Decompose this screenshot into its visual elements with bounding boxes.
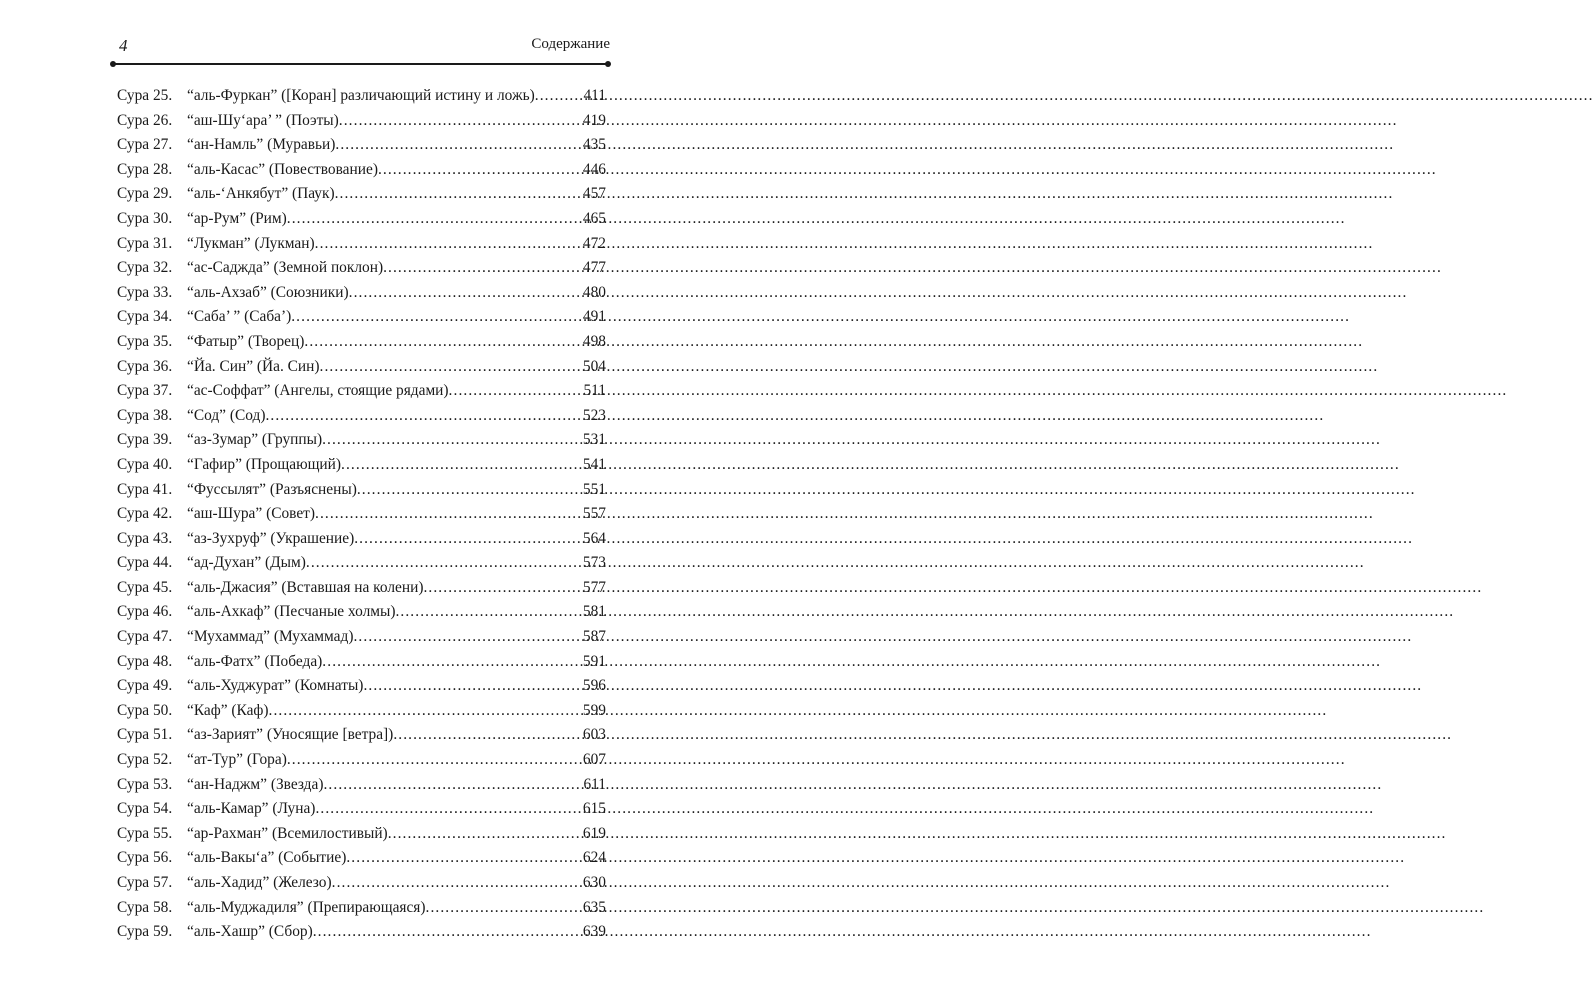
toc-page-number: 630: [582, 874, 606, 891]
toc-sura-number: Сура 45.: [117, 578, 173, 596]
toc-entry: [117, 849, 606, 874]
toc-dot-leader: [306, 554, 583, 572]
toc-page-number: 624: [582, 849, 606, 867]
toc-page-number: 587: [582, 628, 606, 646]
toc-sura-title: “аль-Муджадиля” (Препирающаяся): [187, 898, 426, 916]
toc-sura-title: “аль-Ахзаб” (Союзники): [187, 283, 349, 301]
toc-entry: [117, 653, 606, 678]
toc-sura-number: Сура 42.: [117, 505, 173, 523]
toc-sura-title: “ас-Соффат” (Ангелы, стоящие рядами): [187, 382, 449, 400]
toc-page-number: 419: [582, 111, 606, 129]
toc-page-number: 611: [583, 775, 606, 793]
toc-dot-leader: [426, 899, 583, 917]
toc-sura-title: “аль-Фуркан” ([Коран] различающий истину и ложь): [187, 87, 535, 104]
toc-entry: [117, 161, 606, 186]
toc-sura-number: Сура 56.: [117, 849, 173, 867]
toc-page-number: 457: [582, 185, 606, 203]
toc-sura-title: “аль-Хашр” (Сбор): [187, 923, 313, 941]
toc-page-number: 504: [582, 357, 606, 375]
toc-sura-number: Сура 33.: [117, 283, 173, 301]
toc-sura-title: “ар-Рахман” (Всемилостивый): [187, 824, 388, 842]
toc-sura-number: Сура 43.: [117, 529, 173, 547]
toc-sura-title: “Мухаммад” (Мухаммад): [187, 628, 354, 646]
toc-page-number: 564: [582, 529, 606, 547]
toc-sura-title: “аль-Вакы‘а” (Событие): [187, 849, 347, 867]
toc-entry: [117, 726, 606, 751]
toc-sura-number: Сура 49.: [117, 677, 173, 695]
toc-sura-title: “Фатыр” (Творец): [187, 332, 305, 350]
toc-sura-number: Сура 34.: [117, 308, 173, 326]
toc-entry: [117, 554, 606, 579]
toc-sura-title: “аз-Зарият” (Уносящие [ветра]): [187, 726, 394, 744]
toc-page-number: 619: [582, 824, 606, 842]
toc-page-number: 551: [582, 480, 606, 498]
toc-entry: [117, 456, 606, 481]
toc-sura-title: “ар-Рум” (Рим): [187, 209, 287, 227]
toc-sura-number: Сура 50.: [117, 701, 173, 719]
toc-dot-leader: [535, 87, 584, 105]
toc-dot-leader: [265, 407, 582, 425]
toc-entry: [117, 505, 606, 530]
toc-sura-title: “аль-Джасия” (Вставшая на колени): [187, 578, 424, 596]
toc-dot-leader: [269, 702, 583, 720]
toc-entry: [117, 87, 606, 112]
toc-dot-leader: [388, 825, 583, 843]
toc-entry: [117, 579, 606, 604]
toc-sura-title: “ан-Намль” (Муравьи): [187, 136, 336, 154]
toc-sura-number: Сура 47.: [117, 628, 173, 646]
toc-sura-number: Сура 25.: [117, 87, 173, 104]
toc-dot-leader: [363, 677, 582, 695]
toc-sura-number: Сура 54.: [117, 800, 173, 818]
toc-sura-number: Сура 46.: [117, 603, 173, 621]
toc-sura-title: “аль-Ахкаф” (Песчаные холмы): [187, 603, 396, 621]
toc-entry: [117, 358, 606, 383]
toc-entry: [117, 431, 606, 456]
toc-dot-leader: [320, 358, 583, 376]
toc-page-number: 603: [582, 726, 606, 744]
toc-sura-title: “аш-Шу‘ара’ ” (Поэты): [187, 111, 339, 129]
toc-entry: [117, 112, 606, 137]
toc-sura-title: “ас-Саджда” (Земной поклон): [187, 259, 384, 277]
toc-sura-title: “аль-Касас” (Повествование): [187, 160, 378, 178]
toc-sura-title: “Сод” (Сод): [187, 406, 266, 424]
toc-entry: [117, 136, 606, 161]
toc-sura-number: Сура 29.: [117, 185, 173, 203]
toc-sura-number: Сура 53.: [117, 775, 173, 793]
toc-sura-number: Сура 38.: [117, 406, 173, 424]
toc-page-number: 557: [582, 505, 606, 523]
toc-page-number: 596: [582, 677, 606, 695]
toc-sura-number: Сура 51.: [117, 726, 173, 744]
toc-dot-leader: [287, 210, 583, 228]
toc-page-number: 465: [582, 209, 606, 227]
toc-page-number: 607: [582, 751, 606, 769]
toc-dot-leader: [287, 751, 583, 769]
toc-sura-number: Сура 59.: [117, 923, 173, 941]
toc-dot-leader: [313, 923, 583, 941]
toc-entry: [117, 481, 606, 506]
toc-page-number: 615: [582, 800, 606, 818]
toc-sura-title: “аль-Камар” (Луна): [187, 800, 316, 818]
toc-page-number: 591: [582, 652, 606, 670]
toc-entry: [117, 530, 606, 555]
toc-sura-number: Сура 41.: [117, 480, 173, 498]
toc-entry: [117, 235, 606, 260]
toc-page-number: 411: [583, 87, 606, 104]
toc-entry: [117, 702, 606, 727]
toc-sura-number: Сура 52.: [117, 751, 173, 769]
toc-sura-title: “Саба’ ” (Саба’): [187, 308, 292, 326]
section-title: Содержание: [531, 36, 610, 52]
toc-entry: [117, 800, 606, 825]
toc-sura-number: Сура 44.: [117, 554, 173, 572]
toc-entry: [117, 382, 606, 407]
toc-page-number: 511: [583, 382, 606, 400]
toc-dot-leader: [383, 259, 583, 277]
toc-dot-leader: [335, 185, 583, 203]
toc-dot-leader: [423, 579, 582, 597]
toc-dot-leader: [322, 431, 583, 449]
toc-page-number: 573: [582, 554, 606, 572]
toc-sura-title: “Фуссылят” (Разъяснены): [187, 480, 357, 498]
toc-page-number: 531: [582, 431, 606, 449]
toc-dot-leader: [323, 776, 583, 794]
toc-sura-title: “Каф” (Каф): [187, 701, 269, 719]
toc-sura-number: Сура 30.: [117, 209, 173, 227]
toc-sura-number: Сура 55.: [117, 824, 173, 842]
toc-sura-number: Сура 26.: [117, 111, 173, 129]
toc-page-number: 435: [582, 136, 606, 154]
toc-page-number: 480: [582, 283, 606, 301]
toc-entry: [117, 923, 606, 948]
toc-entry: [117, 333, 606, 358]
toc-sura-number: Сура 31.: [117, 234, 173, 252]
toc-dot-leader: [349, 284, 583, 302]
toc-page-number: 599: [582, 701, 606, 719]
toc-dot-leader: [315, 800, 582, 818]
table-of-contents: [117, 87, 606, 948]
toc-sura-number: Сура 35.: [117, 332, 173, 350]
toc-entry: [117, 284, 606, 309]
toc-dot-leader: [346, 849, 583, 867]
toc-page-number: 635: [582, 898, 606, 916]
toc-sura-title: “ан-Наджм” (Звезда): [187, 775, 324, 793]
toc-dot-leader: [335, 136, 583, 154]
toc-entry: [117, 751, 606, 776]
toc-dot-leader: [322, 653, 583, 671]
toc-dot-leader: [339, 112, 583, 130]
toc-entry: [117, 210, 606, 235]
toc-sura-number: Сура 28.: [117, 160, 173, 178]
toc-sura-title: “аз-Зухруф” (Украшение): [187, 529, 355, 547]
toc-page-number: 581: [582, 603, 606, 621]
toc-sura-title: “ат-Тур” (Гора): [187, 751, 287, 769]
toc-sura-number: Сура 57.: [117, 874, 173, 891]
toc-page-number: 498: [582, 332, 606, 350]
toc-sura-title: “аль-Фатх” (Победа): [187, 652, 323, 670]
page-number: 4: [119, 36, 128, 55]
toc-sura-title: “Гафир” (Прощающий): [187, 455, 342, 473]
toc-entry: [117, 308, 606, 333]
toc-entry: [117, 776, 606, 801]
toc-dot-leader: [341, 456, 583, 474]
toc-sura-title: “аль-Хадид” (Железо): [187, 874, 332, 891]
toc-sura-title: “Йа. Син” (Йа. Син): [187, 357, 320, 375]
toc-dot-leader: [315, 505, 583, 523]
toc-dot-leader: [354, 530, 583, 548]
toc-entry: [117, 899, 606, 924]
toc-dot-leader: [332, 874, 583, 892]
toc-sura-title: “аш-Шура” (Совет): [187, 505, 316, 523]
toc-dot-leader: [449, 382, 584, 400]
toc-sura-number: Сура 48.: [117, 652, 173, 670]
toc-dot-leader: [353, 628, 582, 646]
header-rule: [113, 63, 608, 65]
toc-page-number: 639: [582, 923, 606, 941]
page-header: [115, 32, 610, 62]
toc-dot-leader: [357, 481, 583, 499]
toc-dot-leader: [315, 235, 583, 253]
toc-entry: [117, 874, 606, 899]
toc-sura-number: Сура 36.: [117, 357, 173, 375]
toc-dot-leader: [393, 726, 583, 744]
toc-sura-title: “ад-Духан” (Дым): [187, 554, 306, 572]
toc-page-number: 491: [582, 308, 606, 326]
toc-entry: [117, 259, 606, 284]
toc-page-number: 577: [582, 578, 606, 596]
toc-dot-leader: [304, 333, 583, 351]
toc-page-number: 472: [582, 234, 606, 252]
toc-sura-title: “аль-‘Анкябут” (Паук): [187, 185, 335, 203]
toc-entry: [117, 628, 606, 653]
toc-page-number: 446: [582, 160, 606, 178]
toc-page-number: 541: [582, 455, 606, 473]
toc-entry: [117, 677, 606, 702]
toc-dot-leader: [378, 161, 583, 179]
toc-entry: [117, 407, 606, 432]
toc-sura-number: Сура 27.: [117, 136, 173, 154]
toc-page-number: 477: [582, 259, 606, 277]
toc-sura-number: Сура 37.: [117, 382, 173, 400]
toc-sura-number: Сура 58.: [117, 898, 173, 916]
toc-entry: [117, 185, 606, 210]
toc-sura-number: Сура 39.: [117, 431, 173, 449]
toc-sura-title: “Лукман” (Лукман): [187, 234, 315, 252]
toc-entry: [117, 603, 606, 628]
toc-sura-number: Сура 40.: [117, 455, 173, 473]
toc-entry: [117, 825, 606, 850]
toc-dot-leader: [395, 603, 582, 621]
toc-page-number: 523: [582, 406, 606, 424]
toc-sura-title: “аль-Худжурат” (Комнаты): [187, 677, 364, 695]
toc-dot-leader: [291, 308, 583, 326]
toc-sura-number: Сура 32.: [117, 259, 173, 277]
toc-sura-title: “аз-Зумар” (Группы): [187, 431, 323, 449]
